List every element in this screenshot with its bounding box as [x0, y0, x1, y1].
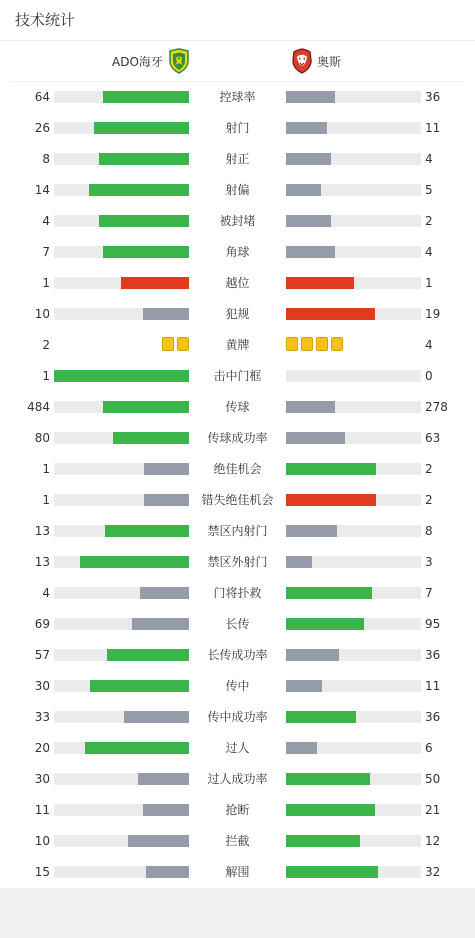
home-bar-track [54, 494, 189, 506]
away-bar-fill [286, 835, 360, 847]
away-bar-track [286, 432, 421, 444]
home-bar-fill [143, 308, 189, 320]
away-bar-track [286, 494, 421, 506]
home-value: 2 [42, 338, 50, 352]
home-value: 33 [34, 710, 50, 724]
home-bar-fill [90, 680, 189, 692]
stat-row [0, 825, 475, 856]
away-bar-fill [286, 680, 322, 692]
home-value: 1 [42, 276, 50, 290]
stat-label: 错失绝佳机会 [201, 493, 274, 507]
away-bar-fill [286, 153, 331, 165]
page-background [0, 888, 475, 938]
away-bar-fill [286, 91, 335, 103]
away-value: 32 [425, 865, 441, 879]
home-bar-fill [85, 742, 189, 754]
stat-label: 越位 [225, 276, 250, 290]
away-bar-fill [286, 866, 378, 878]
away-bar-track [286, 649, 421, 661]
home-value: 13 [34, 524, 50, 538]
stat-row [0, 143, 475, 174]
stat-row [0, 174, 475, 205]
home-bar-track [54, 91, 189, 103]
away-bar-fill [286, 215, 331, 227]
home-value: 30 [34, 772, 50, 786]
away-value: 12 [425, 834, 441, 848]
home-bar-fill [54, 370, 189, 382]
away-bar-track [286, 122, 421, 134]
away-bar-track [286, 804, 421, 816]
away-value: 4 [425, 338, 433, 352]
away-value: 1 [425, 276, 433, 290]
stats-list [0, 81, 475, 887]
away-bar-track [286, 277, 421, 289]
away-bar-track [286, 91, 421, 103]
stat-row [0, 391, 475, 422]
home-bar-track [54, 246, 189, 258]
stat-row [0, 205, 475, 236]
away-value: 11 [425, 679, 441, 693]
home-bar-fill [89, 184, 189, 196]
away-value: 3 [425, 555, 433, 569]
stat-row [0, 515, 475, 546]
home-bar-fill [144, 463, 189, 475]
stat-row [0, 329, 475, 360]
away-bar-track [286, 742, 421, 754]
away-bar-fill [286, 773, 370, 785]
yellow-card-icon [286, 337, 298, 351]
home-value: 4 [42, 586, 50, 600]
stat-row [0, 484, 475, 515]
stat-row [0, 81, 475, 112]
away-value: 19 [425, 307, 441, 321]
home-bar-track [54, 866, 189, 878]
teams-header [0, 44, 475, 78]
home-bar-track [54, 153, 189, 165]
away-value: 4 [425, 152, 433, 166]
away-bar-track [286, 153, 421, 165]
home-bar-track [54, 122, 189, 134]
away-value: 63 [425, 431, 441, 445]
away-value: 11 [425, 121, 441, 135]
stat-label: 射偏 [225, 183, 250, 197]
away-value: 7 [425, 586, 433, 600]
home-bar-track [54, 215, 189, 227]
yellow-card-icon [301, 337, 313, 351]
home-value: 1 [42, 462, 50, 476]
away-value: 95 [425, 617, 441, 631]
home-bar-fill [146, 866, 189, 878]
stat-row [0, 701, 475, 732]
home-bar-track [54, 649, 189, 661]
home-bar-track [54, 587, 189, 599]
yellow-card-icon [177, 337, 189, 351]
away-bar-track [286, 463, 421, 475]
home-bar-fill [144, 494, 189, 506]
yellow-card-icon [162, 337, 174, 351]
home-bar-fill [105, 525, 189, 537]
away-value: 50 [425, 772, 441, 786]
home-bar-track [54, 184, 189, 196]
away-bar-fill [286, 432, 345, 444]
home-value: 10 [34, 307, 50, 321]
home-bar-fill [113, 432, 189, 444]
away-bar-track [286, 866, 421, 878]
away-team-name: 奥斯 [317, 54, 342, 69]
home-value: 20 [34, 741, 50, 755]
home-bar-fill [128, 835, 189, 847]
away-value: 278 [425, 400, 448, 414]
away-value: 4 [425, 245, 433, 259]
stat-label: 射门 [225, 121, 250, 135]
away-bar-track [286, 587, 421, 599]
yellow-card-icon [331, 337, 343, 351]
away-value: 21 [425, 803, 441, 817]
stat-label: 黄牌 [225, 338, 250, 352]
away-value: 36 [425, 90, 441, 104]
home-bar-track [54, 525, 189, 537]
stat-row [0, 360, 475, 391]
stat-label: 传球成功率 [207, 431, 268, 445]
home-bar-fill [124, 711, 189, 723]
stat-label: 传中 [225, 679, 250, 693]
home-bar-fill [132, 618, 189, 630]
home-bar-fill [99, 215, 189, 227]
away-bar-fill [286, 122, 327, 134]
home-bar-fill [121, 277, 189, 289]
away-bar-track [286, 711, 421, 723]
away-bar-fill [286, 804, 375, 816]
stat-label: 绝佳机会 [213, 462, 262, 476]
away-value: 36 [425, 648, 441, 662]
away-bar-fill [286, 618, 364, 630]
stat-row [0, 732, 475, 763]
stat-row [0, 267, 475, 298]
away-bar-fill [286, 711, 356, 723]
away-bar-fill [286, 308, 375, 320]
home-bar-track [54, 742, 189, 754]
home-bar-track [54, 277, 189, 289]
stat-row [0, 422, 475, 453]
stat-label: 击中门框 [213, 369, 262, 383]
away-bar-track [286, 308, 421, 320]
away-value: 2 [425, 214, 433, 228]
away-bar-track [286, 680, 421, 692]
home-bar-track [54, 370, 189, 382]
stat-label: 角球 [225, 245, 250, 259]
home-team[interactable] [112, 44, 190, 78]
home-bar-track [54, 556, 189, 568]
away-bar-track [286, 835, 421, 847]
away-bar-track [286, 618, 421, 630]
ado-den-haag-crest-icon [168, 48, 190, 74]
home-bar-fill [107, 649, 189, 661]
home-value: 7 [42, 245, 50, 259]
away-bar-fill [286, 649, 339, 661]
away-team[interactable] [291, 44, 341, 78]
home-bar-fill [103, 246, 189, 258]
home-bar-track [54, 463, 189, 475]
stat-label: 禁区内射门 [207, 524, 268, 538]
away-bar-fill [286, 742, 317, 754]
stat-row [0, 577, 475, 608]
home-value: 14 [34, 183, 50, 197]
away-value: 8 [425, 524, 433, 538]
home-value: 8 [42, 152, 50, 166]
stat-row [0, 608, 475, 639]
away-bar-fill [286, 556, 312, 568]
away-bar-track [286, 246, 421, 258]
away-bar-track [286, 215, 421, 227]
stat-label: 传球 [225, 400, 250, 414]
stat-label: 过人 [225, 741, 250, 755]
home-bar-track [54, 401, 189, 413]
away-bar-track [286, 556, 421, 568]
away-value: 5 [425, 183, 433, 197]
home-bar-fill [94, 122, 189, 134]
home-bar-fill [103, 401, 189, 413]
home-value: 1 [42, 493, 50, 507]
stat-row [0, 794, 475, 825]
home-bar-fill [103, 91, 189, 103]
away-bar-fill [286, 494, 376, 506]
away-bar-fill [286, 246, 335, 258]
home-value: 64 [34, 90, 50, 104]
home-value: 10 [34, 834, 50, 848]
away-bar-fill [286, 401, 335, 413]
home-bar-track [54, 835, 189, 847]
home-value: 57 [34, 648, 50, 662]
home-bar-track [54, 618, 189, 630]
oss-crest-icon [291, 48, 313, 74]
away-bar-track [286, 773, 421, 785]
away-value: 36 [425, 710, 441, 724]
away-value: 0 [425, 369, 433, 383]
home-value: 484 [27, 400, 50, 414]
home-bar-track [54, 773, 189, 785]
home-bar-track [54, 711, 189, 723]
home-team-name: ADO海牙 [112, 54, 163, 69]
stat-row [0, 298, 475, 329]
yellow-card-icon [316, 337, 328, 351]
home-bar-track [54, 432, 189, 444]
home-bar-track [54, 308, 189, 320]
away-value: 2 [425, 493, 433, 507]
section-title: 技术统计 [15, 11, 76, 29]
stat-label: 禁区外射门 [207, 555, 268, 569]
stat-row [0, 856, 475, 887]
home-yellow-cards [162, 337, 189, 351]
home-value: 80 [34, 431, 50, 445]
home-value: 69 [34, 617, 50, 631]
home-value: 26 [34, 121, 50, 135]
away-bar-fill [286, 463, 376, 475]
away-bar-track [286, 184, 421, 196]
away-bar-track [286, 370, 421, 382]
stat-label: 传中成功率 [207, 710, 268, 724]
away-value: 2 [425, 462, 433, 476]
away-bar-track [286, 525, 421, 537]
home-bar-fill [140, 587, 189, 599]
home-bar-fill [80, 556, 189, 568]
away-bar-fill [286, 277, 354, 289]
home-bar-track [54, 804, 189, 816]
stat-label: 长传 [225, 617, 250, 631]
stat-row [0, 639, 475, 670]
home-value: 4 [42, 214, 50, 228]
stat-label: 长传成功率 [207, 648, 268, 662]
stat-row [0, 453, 475, 484]
stat-row [0, 763, 475, 794]
home-value: 15 [34, 865, 50, 879]
away-bar-fill [286, 184, 321, 196]
stat-row [0, 670, 475, 701]
away-bar-fill [286, 587, 372, 599]
home-bar-fill [99, 153, 189, 165]
home-bar-track [54, 680, 189, 692]
away-yellow-cards [286, 337, 343, 351]
stat-row [0, 236, 475, 267]
away-bar-track [286, 401, 421, 413]
home-value: 11 [34, 803, 50, 817]
stat-label: 拦截 [225, 834, 250, 848]
stat-label: 被封堵 [219, 214, 256, 228]
stat-label: 犯规 [225, 307, 250, 321]
stat-label: 解围 [225, 865, 250, 879]
away-value: 6 [425, 741, 433, 755]
stat-label: 控球率 [219, 90, 256, 104]
stat-label: 过人成功率 [207, 772, 268, 786]
home-value: 30 [34, 679, 50, 693]
away-bar-fill [286, 525, 337, 537]
home-value: 1 [42, 369, 50, 383]
stat-label: 射正 [225, 152, 250, 166]
stat-label: 抢断 [225, 803, 250, 817]
divider [0, 40, 475, 41]
home-bar-fill [143, 804, 189, 816]
home-value: 13 [34, 555, 50, 569]
stat-row [0, 112, 475, 143]
home-bar-fill [138, 773, 189, 785]
stat-row [0, 546, 475, 577]
stat-label: 门将扑救 [213, 586, 262, 600]
